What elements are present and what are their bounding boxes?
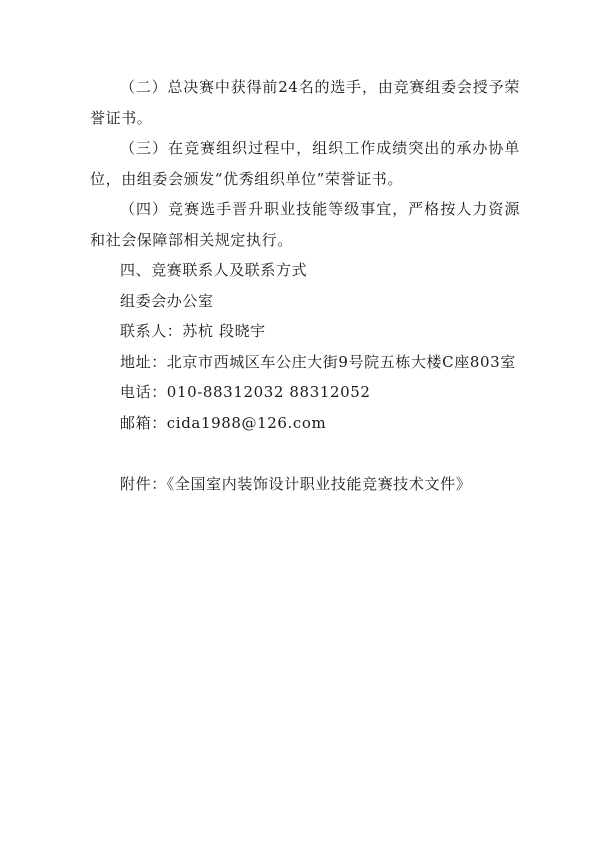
contact-address: 地址：北京市西城区车公庄大街9号院五栋大楼C座803室 [120,352,516,371]
skill-level-paragraph: （四）竞赛选手晋升职业技能等级事宜，严格按人力资源和社会保障部相关规定执行。 [90,200,520,249]
document-body [90,72,520,499]
award-paragraph-top24: （二）总决赛中获得前24名的选手，由竞赛组委会授予荣誉证书。 [90,78,520,127]
attachment-note: 附件：《全国室内装饰设计职业技能竞赛技术文件》 [120,474,472,493]
section-heading-contacts: 四、竞赛联系人及联系方式 [120,261,308,279]
blank-line [90,438,520,469]
contact-phone: 电话：010-88312032 88312052 [120,383,371,401]
contact-persons: 联系人：苏杭 段晓宇 [120,322,266,340]
contact-email: 邮箱：cida1988@126.com [120,413,327,432]
award-paragraph-organizer: （三）在竞赛组织过程中，组织工作成绩突出的承办协单位，由组委会颁发“优秀组织单位”荣誉证书。 [90,139,520,188]
contact-office: 组委会办公室 [120,291,214,310]
